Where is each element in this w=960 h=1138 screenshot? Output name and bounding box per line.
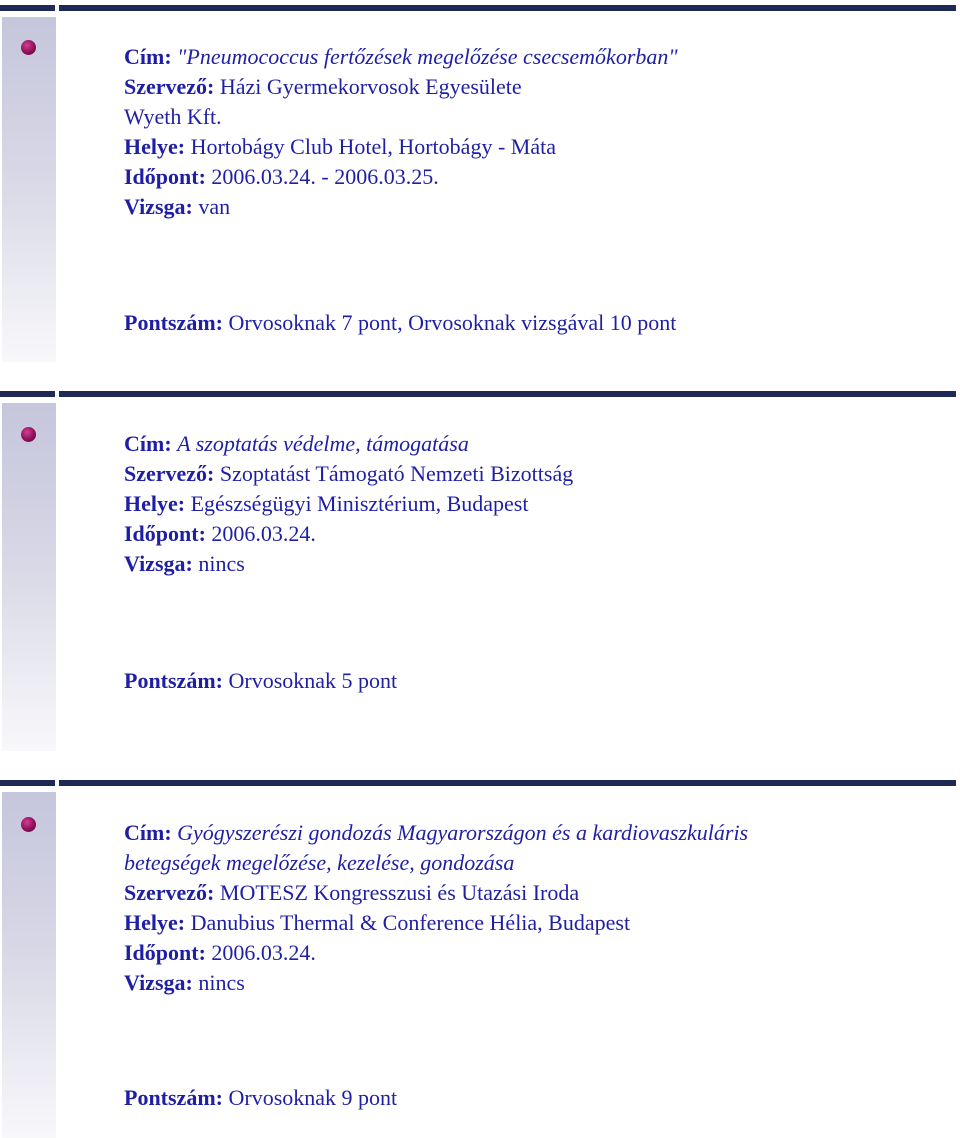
exam-row [124, 192, 944, 222]
location-value: Egészségügyi Minisztérium, Budapest [190, 491, 529, 516]
event-title: A szoptatás védelme, támogatása [177, 431, 469, 456]
points-row [124, 308, 676, 338]
event-title-row [124, 818, 944, 848]
title-label: Cím: [124, 820, 172, 845]
title-label: Cím: [124, 431, 172, 456]
points-value: Orvosoknak 7 pont, Orvosoknak vizsgával 10 pont [228, 310, 677, 335]
organizer-row [124, 72, 944, 102]
bullet-icon [21, 817, 36, 832]
date-row [124, 938, 944, 968]
points-value: Orvosoknak 5 pont [228, 668, 398, 693]
date-value: 2006.03.24. - 2006.03.25. [211, 164, 439, 189]
section-divider-bar [0, 5, 956, 11]
title-label: Cím: [124, 44, 172, 69]
bullet-icon [21, 427, 36, 442]
points-label: Pontszám: [124, 310, 223, 335]
points-row [124, 666, 397, 696]
bullet-icon [21, 40, 36, 55]
event-title-row [124, 42, 944, 72]
exam-value: nincs [198, 551, 245, 576]
exam-label: Vizsga: [124, 551, 193, 576]
location-row [124, 132, 944, 162]
date-row [124, 519, 944, 549]
exam-value: nincs [198, 970, 245, 995]
exam-row [124, 968, 944, 998]
date-label: Időpont: [124, 940, 206, 965]
location-label: Helye: [124, 910, 186, 935]
date-label: Időpont: [124, 521, 206, 546]
exam-label: Vizsga: [124, 970, 193, 995]
organizer-label: Szervező: [124, 461, 215, 486]
exam-label: Vizsga: [124, 194, 193, 219]
exam-value: van [198, 194, 231, 219]
organizer-value-2: Wyeth Kft. [124, 104, 222, 129]
organizer-label: Szervező: [124, 74, 215, 99]
points-row [124, 1083, 397, 1113]
section-sidebar-gradient [2, 17, 56, 362]
event-entry-3 [0, 780, 960, 1138]
date-row [124, 162, 944, 192]
organizer-row-2 [124, 102, 944, 132]
event-entry-1 [0, 5, 960, 375]
organizer-value: Házi Gyermekorvosok Egyesülete [219, 74, 522, 99]
points-label: Pontszám: [124, 1085, 223, 1110]
event-title-continued: betegségek megelőzése, kezelése, gondozása [124, 850, 515, 875]
section-sidebar-gradient [2, 403, 56, 751]
event-title: Gyógyszerészi gondozás Magyarországon és a kardiovaszkuláris [177, 820, 749, 845]
organizer-row [124, 459, 944, 489]
location-label: Helye: [124, 134, 186, 159]
event-title-row-2 [124, 848, 944, 878]
date-value: 2006.03.24. [211, 940, 316, 965]
date-label: Időpont: [124, 164, 206, 189]
organizer-value: Szoptatást Támogató Nemzeti Bizottság [219, 461, 574, 486]
location-value: Hortobágy Club Hotel, Hortobágy - Máta [190, 134, 556, 159]
location-row [124, 489, 944, 519]
event-title-row [124, 429, 944, 459]
section-sidebar-gradient [2, 792, 56, 1138]
location-row [124, 908, 944, 938]
organizer-row [124, 878, 944, 908]
date-value: 2006.03.24. [211, 521, 316, 546]
section-divider-bar [0, 391, 956, 397]
points-value: Orvosoknak 9 pont [228, 1085, 398, 1110]
location-label: Helye: [124, 491, 186, 516]
event-entry-2 [0, 391, 960, 761]
exam-row [124, 549, 944, 579]
organizer-value: MOTESZ Kongresszusi és Utazási Iroda [219, 880, 580, 905]
organizer-label: Szervező: [124, 880, 215, 905]
section-divider-bar [0, 780, 956, 786]
event-title: "Pneumococcus fertőzések megelőzése csecsemőkorban" [177, 44, 678, 69]
points-label: Pontszám: [124, 668, 223, 693]
location-value: Danubius Thermal & Conference Hélia, Budapest [190, 910, 631, 935]
